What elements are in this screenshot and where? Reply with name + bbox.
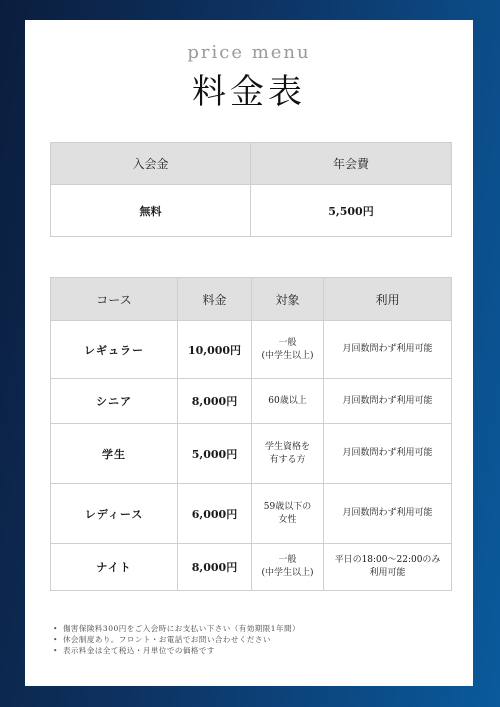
annual-fee-value: 5,500円	[251, 185, 452, 237]
header-usage: 利用	[324, 278, 452, 321]
course-target: 一般 (中学生以上)	[252, 544, 324, 591]
note-suspension: • 休会制度あり。フロント・お電話でお問い合わせください	[53, 634, 300, 645]
note-insurance: • 傷害保険料300円をご入会時にお支払い下さい（有効期限1年間）	[53, 623, 300, 634]
course-name: ナイト	[51, 544, 178, 591]
course-name: 学生	[51, 424, 178, 484]
table-row	[51, 544, 452, 591]
course-usage: 月回数問わず利用可能	[324, 484, 452, 544]
courses-table	[50, 277, 452, 591]
header-target: 対象	[252, 278, 324, 321]
header-price: 料金	[178, 278, 252, 321]
course-usage: 月回数問わず利用可能	[324, 321, 452, 379]
price-sheet	[25, 20, 473, 686]
course-price: 8,000円	[178, 544, 252, 591]
subtitle: price menu	[187, 42, 311, 63]
page-title: 料金表	[192, 72, 306, 112]
table-row	[51, 484, 452, 544]
note-tax: • 表示料金は全て税込・月単位での価格です	[53, 645, 300, 656]
course-price: 8,000円	[178, 379, 252, 424]
table-row	[51, 321, 452, 379]
course-name: レディース	[51, 484, 178, 544]
course-name: レギュラー	[51, 321, 178, 379]
course-usage: 月回数問わず利用可能	[324, 424, 452, 484]
table-row	[51, 424, 452, 484]
course-usage: 平日の18:00〜22:00のみ 利用可能	[324, 544, 452, 591]
header-admission-fee: 入会金	[51, 143, 251, 185]
course-price: 6,000円	[178, 484, 252, 544]
course-usage: 月回数問わず利用可能	[324, 379, 452, 424]
header-annual-fee: 年会費	[251, 143, 452, 185]
fees-header-row	[51, 143, 452, 185]
header-course: コース	[51, 278, 178, 321]
courses-header-row	[51, 278, 452, 321]
course-target: 59歳以下の 女性	[252, 484, 324, 544]
course-target: 60歳以上	[252, 379, 324, 424]
fees-value-row	[51, 185, 452, 237]
course-name: シニア	[51, 379, 178, 424]
notes-list	[53, 623, 300, 656]
course-target: 一般 (中学生以上)	[252, 321, 324, 379]
course-price: 10,000円	[178, 321, 252, 379]
course-target: 学生資格を 有する方	[252, 424, 324, 484]
course-price: 5,000円	[178, 424, 252, 484]
fees-table	[50, 142, 452, 237]
admission-fee-value: 無料	[51, 185, 251, 237]
table-row	[51, 379, 452, 424]
